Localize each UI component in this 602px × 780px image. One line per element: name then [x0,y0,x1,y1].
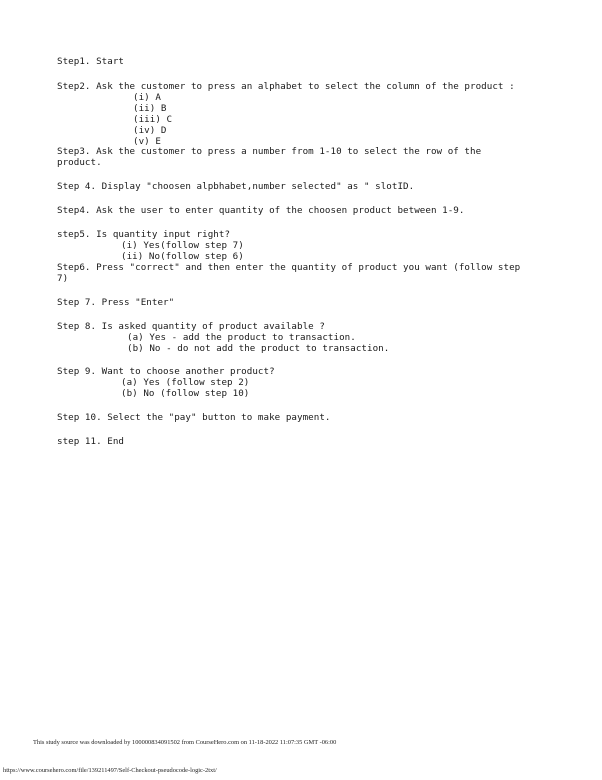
step-2-option-a: (i) A [133,92,161,103]
download-source-notice: This study source was downloaded by 100000834091502 from CourseHero.com on 11-18-2022 11:07:35 GMT -06:00 [33,739,337,746]
step-9-option-b: (b) No (follow step 10) [121,388,250,399]
source-url[interactable]: https://www.coursehero.com/file/139211497/Self-Checkout-pseudocode-logic-2txt/ [3,767,217,774]
step-6-line: Step6. Press "correct" and then enter the quantity of product you want (follow step [57,262,521,273]
step-2-line: Step2. Ask the customer to press an alphabet to select the column of the product : [57,81,515,92]
step-1-line: Step1. Start [57,56,124,67]
step-4-quantity-line: Step4. Ask the user to enter quantity of the choosen product between 1-9. [57,205,465,216]
step-3-continuation: product. [57,157,102,168]
step-2-option-d: (iv) D [133,125,167,136]
step-6-continuation: 7) [57,273,69,284]
step-5-option-no: (ii) No(follow step 6) [121,251,244,262]
step-8-option-b: (b) No - do not add the product to transaction. [127,343,390,354]
step-5-option-yes: (i) Yes(follow step 7) [121,240,244,251]
step-7-line: Step 7. Press "Enter" [57,297,175,308]
step-8-line: Step 8. Is asked quantity of product available ? [57,321,325,332]
step-9-option-a: (a) Yes (follow step 2) [121,377,250,388]
step-2-option-c: (iii) C [133,114,173,125]
step-3-line: Step3. Ask the customer to press a number from 1-10 to select the row of the [57,146,482,157]
step-4-display-line: Step 4. Display "choosen alpbhabet,number selected" as " slotID. [57,181,415,192]
step-9-line: Step 9. Want to choose another product? [57,366,275,377]
step-2-option-e: (v) E [133,136,161,147]
step-5-line: step5. Is quantity input right? [57,229,231,240]
step-8-option-a: (a) Yes - add the product to transaction. [127,332,356,343]
step-10-line: Step 10. Select the "pay" button to make payment. [57,412,331,423]
step-11-line: step 11. End [57,436,124,447]
step-2-option-b: (ii) B [133,103,167,114]
